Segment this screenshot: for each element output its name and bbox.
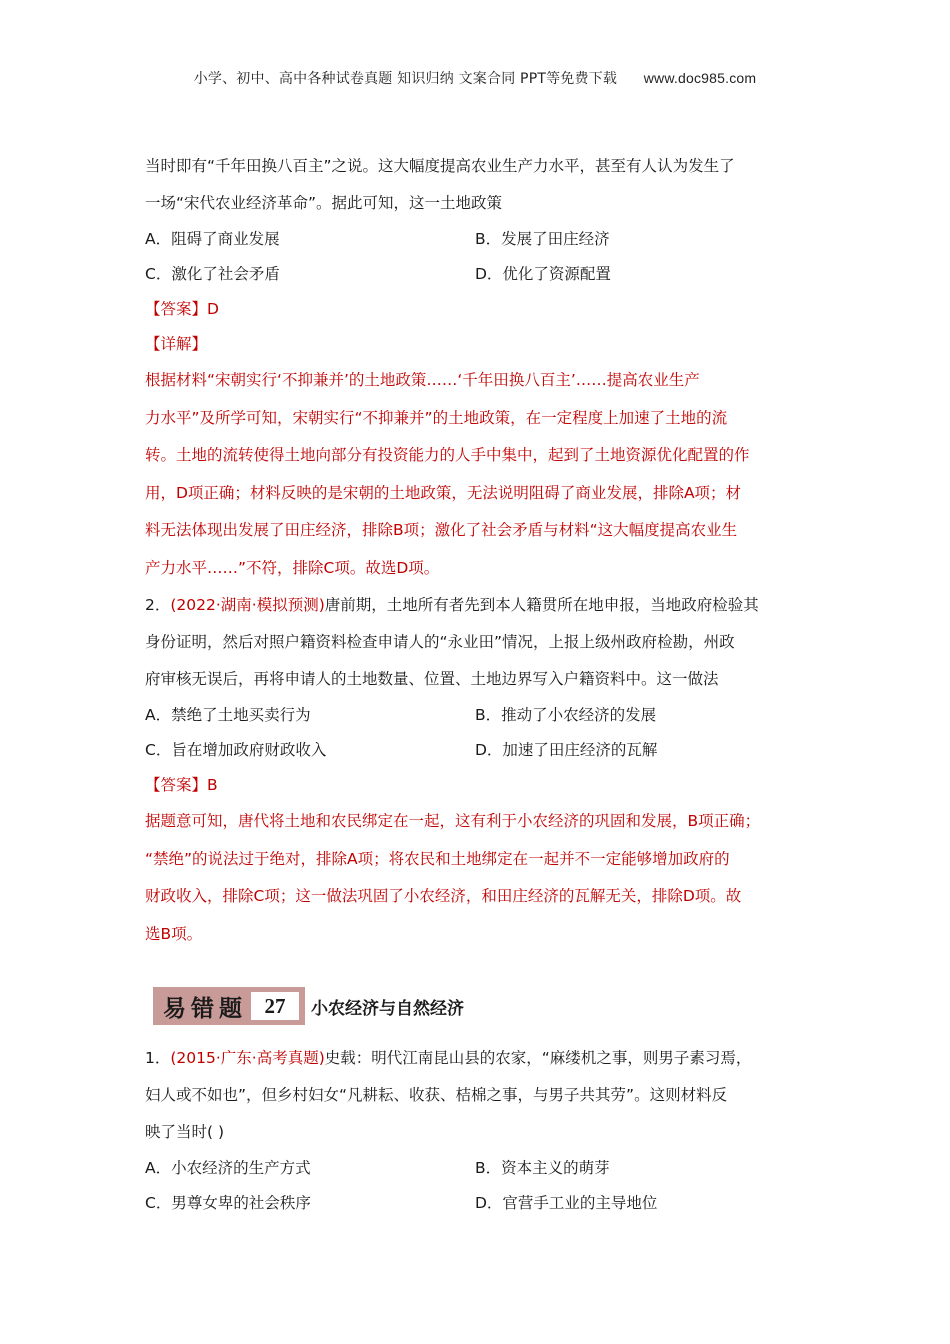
q2-option-b: B．推动了小农经济的发展 (475, 706, 657, 724)
q3-stem-first (145, 1040, 805, 1077)
q1-option-b: B．发展了田庄经济 (475, 230, 610, 248)
q1-explanation-line: 力水平”及所学可知，宋朝实行“不抑兼并”的土地政策，在一定程度上加速了土地的流 (145, 408, 728, 427)
q2-stem-first (145, 587, 805, 624)
section-title: 小农经济与自然经济 (311, 998, 464, 1019)
section-badge-title: 易错题 (163, 994, 247, 1022)
q3-option-d: D．官营手工业的主导地位 (475, 1194, 658, 1212)
q2-stem-line: 身份证明，然后对照户籍资料检查申请人的“永业田”情况，上报上级州政府检勘，州政 (145, 633, 735, 651)
header-url[interactable]: www.doc985.com (643, 70, 757, 86)
q1-option-c: C．激化了社会矛盾 (145, 265, 280, 283)
q2-options-row (145, 698, 805, 733)
q2-explanation-line: 财政收入，排除C项；这一做法巩固了小农经济，和田庄经济的瓦解无关，排除D项。故 (145, 887, 742, 905)
q3-stem-text: 史载：明代江南昆山县的农家，“麻缕机之事，则男子素习焉， (324, 1049, 752, 1067)
q3-option-a: A．小农经济的生产方式 (145, 1159, 311, 1177)
q2-stem-line: 府审核无误后，再将申请人的土地数量、位置、土地边界写入户籍资料中。这一做法 (145, 670, 719, 688)
q2-number: 2． (145, 596, 171, 614)
q2-explanation-line: 据题意可知，唐代将土地和农民绑定在一起，这有利于小农经济的巩固和发展，B项正确； (145, 812, 761, 830)
q1-options-row (145, 222, 805, 257)
q1-explanation-line: 转。土地的流转使得土地向部分有投资能力的人手中集中，起到了土地资源优化配置的作 (145, 446, 750, 464)
q1-explanation-line: 根据材料“宋朝实行‘不抑兼并’的土地政策……‘千年田换八百主’……提高农业生产 (145, 371, 700, 389)
q3-option-b: B．资本主义的萌芽 (475, 1159, 610, 1177)
page-header (0, 68, 950, 88)
q2-explanation-line: “禁绝”的说法过于绝对，排除A项；将农民和土地绑定在一起并不一定能够增加政府的 (145, 849, 730, 868)
q2-explanation-line: 选B项。 (145, 924, 203, 943)
q3-number: 1． (145, 1049, 171, 1067)
header-text: 小学、初中、高中各种试卷真题 知识归纳 文案合同 PPT等免费下载 (193, 71, 618, 87)
q3-options-row (145, 1186, 805, 1221)
q1-options-row (145, 257, 805, 292)
q3-stem-line: 映了当时( ) (145, 1123, 225, 1141)
q1-stem-line: 一场“宋代农业经济革命”。据此可知，这一土地政策 (145, 194, 503, 212)
section-heading (153, 987, 464, 1025)
q2-stem-text: 唐前期，土地所有者先到本人籍贯所在地申报，当地政府检验其 (324, 596, 759, 614)
section-badge-number: 27 (251, 992, 299, 1020)
question-block-1 (145, 148, 805, 953)
q1-detail-label: 【详解】 (145, 335, 208, 353)
question-block-3 (145, 1040, 805, 1221)
q3-source: (2015·广东·高考真题) (170, 1049, 325, 1067)
q1-explanation-line: 用，D项正确；材料反映的是宋朝的土地政策，无法说明阻碍了商业发展，排除A项；材 (145, 483, 742, 502)
q2-options-row (145, 733, 805, 768)
q3-options-row (145, 1151, 805, 1186)
q2-option-a: A．禁绝了土地买卖行为 (145, 706, 311, 724)
q1-answer: 【答案】D (145, 300, 219, 318)
q3-stem-line: 妇人或不如也”，但乡村妇女“凡耕耘、收获、桔棉之事，与男子共其劳”。这则材料反 (145, 1086, 728, 1104)
q1-option-d: D．优化了资源配置 (475, 265, 611, 283)
q2-answer: 【答案】B (145, 776, 218, 794)
q2-option-c: C．旨在增加政府财政收入 (145, 741, 327, 759)
q2-source: (2022·湖南·模拟预测) (170, 596, 325, 614)
q1-explanation-line: 料无法体现出发展了田庄经济，排除B项；激化了社会矛盾与材料“这大幅度提高农业生 (145, 521, 738, 539)
q1-explanation-line: 产力水平……”不符，排除C项。故选D项。 (145, 558, 440, 577)
q3-option-c: C．男尊女卑的社会秩序 (145, 1194, 311, 1212)
q2-option-d: D．加速了田庄经济的瓦解 (475, 741, 658, 759)
q1-option-a: A．阻碍了商业发展 (145, 230, 280, 248)
section-badge (153, 987, 305, 1025)
q1-stem-line: 当时即有“千年田换八百主”之说。这大幅度提高农业生产力水平，甚至有人认为发生了 (145, 157, 735, 175)
